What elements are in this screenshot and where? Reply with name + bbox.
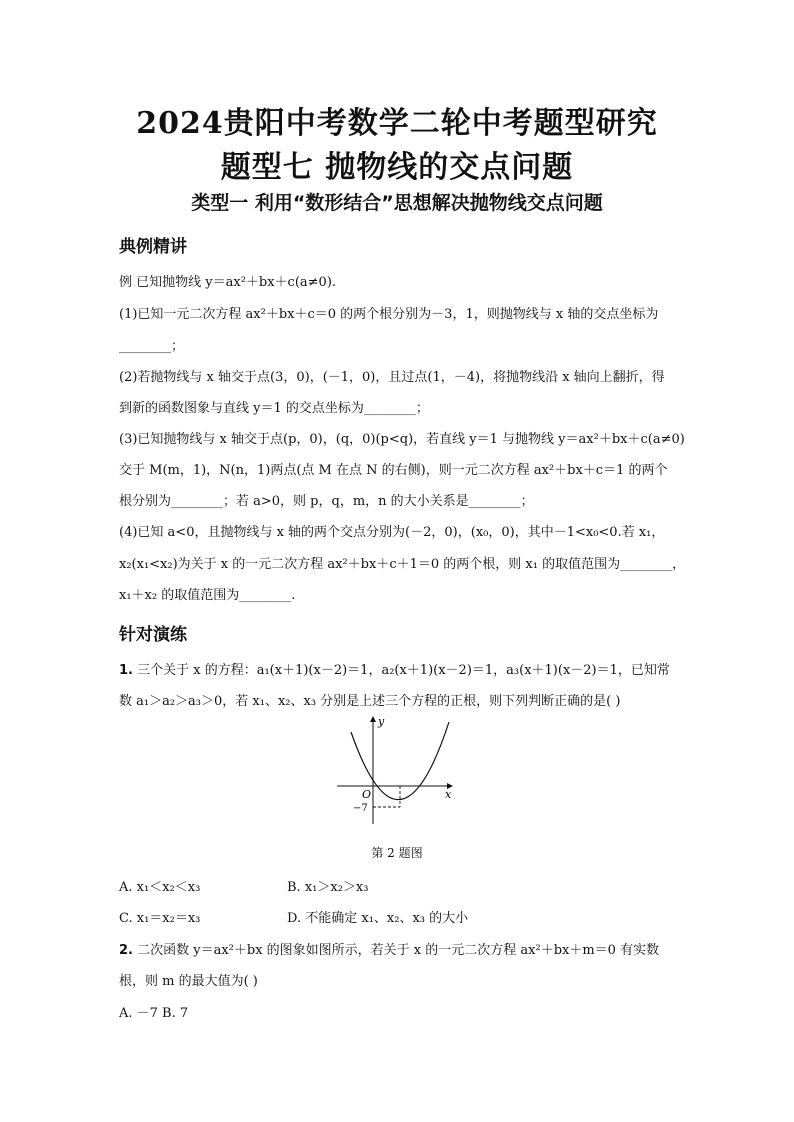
option-a: A. x₁＜x₂＜x₃ [119,880,201,895]
question-2-line-1 [119,939,659,958]
question-1-line-1 [119,659,670,678]
option-d: D. 不能确定 x₁、x₂、x₃ 的大小 [287,911,469,926]
question-2-options: A. －7 B. 7 [119,1006,189,1021]
example-line: 交于 M(m，1)，N(n，1)两点(点 M 在点 N 的右侧)，则一元二次方程 ax²＋bx＋c＝1 的两个 [119,463,668,478]
question-2-line-2: 根，则 m 的最大值为( ) [119,974,258,989]
question-number: 1. [119,663,133,678]
example-line: (4)已知 a<0，且抛物线与 x 轴的两个交点分别为(－2，0)，(x₀，0)，其中－1<x₀<0.若 x₁， [119,525,665,540]
option-b: B. x₁＞x₂＞x₃ [287,880,369,895]
example-line: x₁＋x₂ 的取值范围为________. [119,588,296,603]
origin-label: O [362,788,372,801]
y-axis-label: y [378,715,385,728]
minimum-value-label: −7 [353,803,368,814]
example-line: (1)已知一元二次方程 ax²＋bx＋c＝0 的两个根分别为－3，1，则抛物线与 x 轴的交点坐标为 [119,307,659,322]
example-section-heading: 典例精讲 [119,237,187,257]
practice-section-heading: 针对演练 [119,625,187,645]
parabola-figure [335,712,459,830]
x-axis-label: x [445,788,452,801]
example-line: x₂(x₁<x₂)为关于 x 的一元二次方程 ax²＋bx＋c＋1＝0 的两个根，则 x₁ 的取值范围为________， [119,557,686,572]
example-line: 到新的函数图象与直线 y＝1 的交点坐标为________； [119,401,429,416]
figure-caption: 第 2 题图 [371,846,423,860]
y-axis-arrow [370,716,376,722]
example-line: (2)若抛物线与 x 轴交于点(3，0)，(－1，0)，且过点(1，－4)，将抛物线沿 x 轴向上翻折，得 [119,370,665,385]
question-text: 二次函数 y＝ax²＋bx 的图象如图所示，若关于 x 的一元二次方程 ax²＋bx＋m＝0 有实数 [132,943,660,958]
document-title: 2024贵阳中考数学二轮中考题型研究 [136,106,658,141]
option-c: C. x₁＝x₂＝x₃ [119,911,201,926]
example-line: ________； [119,339,185,354]
question-1-line-2: 数 a₁＞a₂＞a₃＞0，若 x₁、x₂、x₃ 分别是上述三个方程的正根，则下列判断正确的是( ) [119,694,621,709]
example-line: (3)已知抛物线与 x 轴交于点(p，0)，(q，0)(p<q)，若直线 y＝1 与抛物线 y＝ax²＋bx＋c(a≠0) [119,432,685,447]
type-heading: 类型一 利用“数形结合”思想解决抛物线交点问题 [191,192,603,214]
question-text: 三个关于 x 的方程：a₁(x＋1)(x－2)＝1，a₂(x＋1)(x－2)＝1，a₃(x＋1)(x－2)＝1，已知常 [132,663,670,678]
question-number: 2. [119,943,133,958]
example-line: 根分别为________；若 a>0，则 p，q，m，n 的大小关系是________； [119,494,534,509]
document-subtitle: 题型七 抛物线的交点问题 [220,150,574,185]
example-line: 例 已知抛物线 y＝ax²＋bx＋c(a≠0). [119,275,337,290]
